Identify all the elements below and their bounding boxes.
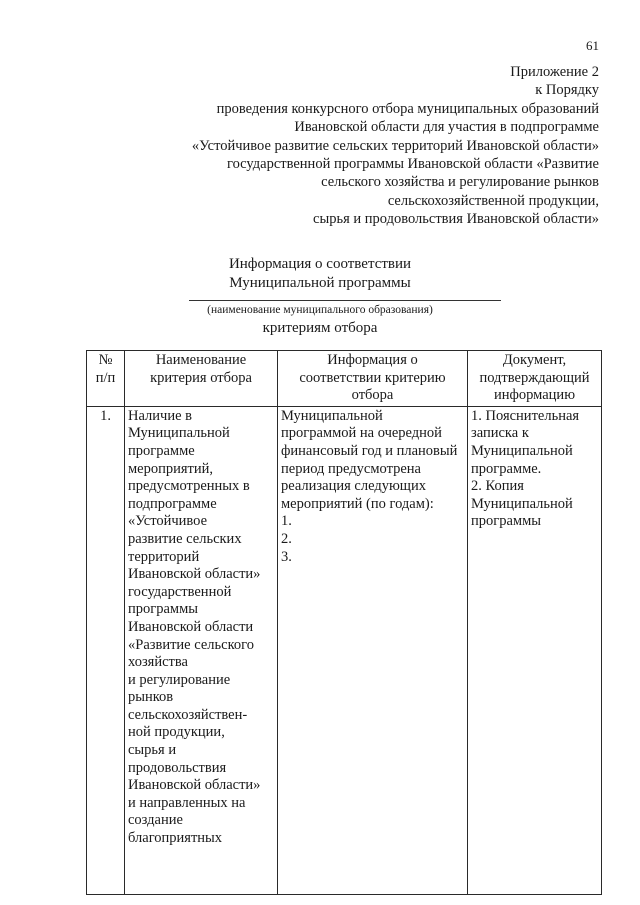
criterion-line: развитие сельских <box>128 530 242 547</box>
document-line: Муниципальной <box>471 495 573 512</box>
criterion-line: подпрограмме <box>128 495 217 512</box>
criterion-line: государственной <box>128 583 232 600</box>
criterion-line: продовольствия <box>128 759 227 776</box>
information-line: Муниципальной <box>281 407 383 424</box>
criterion-line: сельскохозяйствен- <box>128 706 248 723</box>
appendix-line: Ивановской области для участия в подпрограмме <box>294 119 599 136</box>
title-line: Информация о соответствии <box>228 256 412 272</box>
information-line: реализация следующих <box>281 478 426 495</box>
appendix-line: проведения конкурсного отбора муниципальных образований <box>216 100 599 117</box>
information-line: финансовый год и плановый <box>281 442 458 459</box>
criterion-line: Муниципальной <box>128 425 230 442</box>
criterion-line: ной продукции, <box>128 724 225 741</box>
criterion-line: создание <box>128 812 183 829</box>
criterion-line: сырья и <box>128 742 177 759</box>
information-line: мероприятий (по годам): <box>281 495 434 512</box>
criterion-line: программе <box>128 442 195 459</box>
information-cell <box>278 406 468 894</box>
header-number: № п/п <box>87 351 125 407</box>
criterion-line: территорий <box>128 548 200 565</box>
information-line: 2. <box>281 530 292 547</box>
header-document: Документ, подтверждающий информацию <box>468 351 602 407</box>
appendix-header <box>79 63 599 229</box>
appendix-line: сельского хозяйства и регулирование рынков <box>321 174 599 191</box>
document-line: программы <box>471 513 541 530</box>
fill-in-caption: (наименование муниципального образования) <box>207 304 433 316</box>
header-information: Информация о соответствии критерию отбора <box>278 351 468 407</box>
criterion-line: и регулирование <box>128 671 231 688</box>
criterion-line: «Устойчивое <box>128 513 208 530</box>
information-line: период предусмотрена <box>281 460 421 477</box>
appendix-line: к Порядку <box>535 82 599 99</box>
criterion-line: благоприятных <box>128 830 223 847</box>
appendix-line: государственной программы Ивановской области «Развитие <box>226 156 599 173</box>
table-row <box>87 406 602 894</box>
criteria-heading: критериям отбора <box>262 320 378 336</box>
appendix-line: «Устойчивое развитие сельских территорий Ивановской области» <box>191 137 599 154</box>
fill-in-line <box>189 300 501 301</box>
criterion-line: программы <box>128 601 198 618</box>
document-line: Муниципальной <box>471 442 573 459</box>
criterion-line: хозяйства <box>128 654 188 671</box>
appendix-line: сельскохозяйственной продукции, <box>387 192 599 209</box>
criterion-line: и направленных на <box>128 794 246 811</box>
appendix-line: Приложение 2 <box>510 64 599 80</box>
document-line: записка к <box>471 425 529 442</box>
header-criterion: Наименование критерия отбора <box>125 351 278 407</box>
criterion-cell <box>125 406 278 894</box>
document-line: программе. <box>471 460 542 477</box>
document-line: 2. Копия <box>471 478 524 495</box>
document-line: 1. Пояснительная <box>471 407 580 424</box>
criteria-table <box>86 350 602 895</box>
criterion-line: Ивановской области» <box>128 777 261 794</box>
criterion-line: рынков <box>128 689 174 706</box>
appendix-line: сырья и продовольствия Ивановской области» <box>313 211 599 228</box>
information-line: 3. <box>281 548 292 565</box>
information-line: 1. <box>281 513 292 530</box>
criterion-line: Ивановской области» <box>128 566 261 583</box>
criterion-line: предусмотренных в <box>128 478 250 495</box>
criterion-line: Наличие в <box>128 407 192 424</box>
document-title <box>0 255 640 293</box>
title-line: Муниципальной программы <box>229 275 411 291</box>
row-number: 1. <box>87 406 125 894</box>
criterion-line: Ивановской области <box>128 618 254 635</box>
page-number: 61 <box>586 38 599 53</box>
table-header-row <box>87 351 602 407</box>
information-line: программой на очередной <box>281 425 442 442</box>
document-cell <box>468 406 602 894</box>
criterion-line: «Развитие сельского <box>128 636 254 653</box>
criterion-line: мероприятий, <box>128 460 214 477</box>
